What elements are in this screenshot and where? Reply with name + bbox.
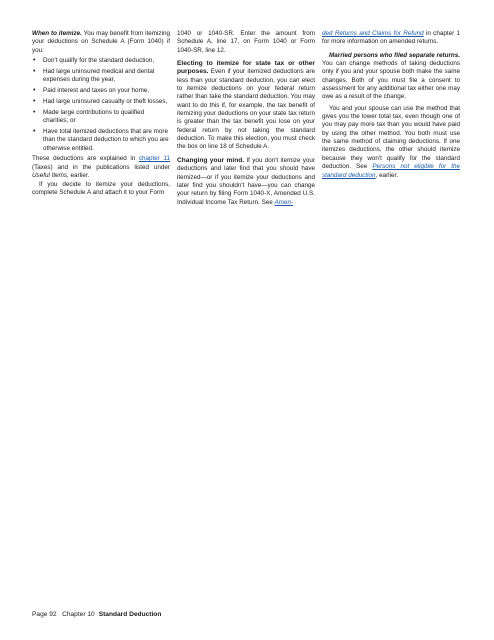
- column-3: [322, 30, 460, 180]
- itemize-conditions-list: [32, 57, 170, 153]
- list-item: [32, 109, 170, 126]
- text-segment: Even if your itemized deductions are less than your standard deduction, you can elect to itemize deductions on your federal return rather than take the standard deduction. You may want to do this if, for example, the tax benefit of itemizing your deductions on your state tax return is greater than the tax benefit you lose on your federal return by not taking the standard deduction. To make this election, you must check the box on line 18 of Schedule A.: [177, 68, 315, 151]
- list-item: [32, 57, 170, 65]
- list-item-text: Had large uninsured casualty or theft losses,: [43, 97, 168, 105]
- text-segment: (Taxes) and in the publications listed under: [32, 163, 170, 171]
- text-segment: These deductions are explained in: [32, 155, 139, 163]
- bullet-icon: •: [33, 67, 36, 75]
- column-2: [177, 30, 315, 207]
- bullet-icon: •: [33, 57, 36, 65]
- useful-items-italic: Useful Items: [32, 172, 67, 180]
- page-footer: [32, 610, 161, 619]
- list-item-text: Have total itemized deductions that are more than the standard deduction to which you are otherwise entitled.: [43, 127, 169, 152]
- text-segment: , earlier.: [375, 171, 398, 179]
- paragraph-when-to-itemize: [32, 30, 170, 55]
- column-1: [32, 30, 170, 197]
- paragraph-deductions-explained: [32, 155, 170, 180]
- paragraph-enter-amount: 1040 or 1040-SR. Enter the amount from Schedule A, line 17, on Form 1040 or Form 1040-SR, line 12.: [177, 30, 315, 54]
- heading-electing-to-itemize: Electing to itemize for state tax or other purposes.: [177, 60, 315, 76]
- amended-returns-link-continued[interactable]: ded Returns and Claims for Refund: [322, 30, 424, 37]
- list-item: [32, 128, 170, 153]
- list-item: [32, 68, 170, 85]
- list-item-text: Made large contributions to qualified charities, or: [43, 108, 145, 125]
- bullet-icon: •: [33, 87, 36, 95]
- heading-married-persons: Married persons who filed separate returns.: [329, 51, 460, 59]
- paragraph-complete-schedule-a: If you decide to itemize your deductions, complete Schedule A and attach it to your Form: [32, 180, 170, 196]
- list-item-text: Paid interest and taxes on your home,: [43, 87, 150, 95]
- paragraph-married-persons: [322, 52, 460, 102]
- text-segment: If you don't itemize your deductions and later find that you should have itemized—or if you itemize your deductions and later find you shouldn't have—you can change your return by filing Form 1040-X, Amended U.S. Individual Income Tax Return. See: [177, 156, 315, 206]
- text-segment: , earlier.: [67, 172, 90, 180]
- amended-returns-link[interactable]: Amen-: [274, 198, 294, 206]
- list-item: [32, 98, 170, 106]
- bullet-icon: •: [33, 127, 36, 135]
- list-item: [32, 87, 170, 95]
- chapter-title: Standard Deduction: [98, 611, 162, 618]
- heading-when-to-itemize: When to itemize.: [32, 30, 82, 37]
- text-segment: in chapter 1 for more information on amended returns.: [322, 30, 461, 46]
- paragraph-electing-to-itemize: [177, 60, 315, 152]
- list-item-text: Don't qualify for the standard deduction,: [43, 57, 155, 65]
- text-segment: You can change methods of taking deductions only if you and your spouse both make the same changes. Both of you must file a consent to assessment for any additional tax either one may owe as a result of the change.: [322, 60, 460, 101]
- chapter-11-link[interactable]: chapter 11: [138, 155, 170, 163]
- paragraph-lower-total-tax: [322, 105, 460, 180]
- text-segment: You and your spouse can use the method that gives you the lower total tax, even though one of you may pay more tax than you would have paid by using the other method. You both must use the same method of claiming deductions. If one itemizes deductions, the other should itemize because they won't qualify for the standard deduction. See: [322, 104, 460, 171]
- paragraph-amended-returns-ref: [322, 30, 460, 47]
- persons-not-eligible-link[interactable]: Persons not eligible for the standard deduction: [322, 163, 460, 179]
- intro-text: You may benefit from itemizing your deductions on Schedule A (Form 1040) if you:: [32, 30, 170, 54]
- paragraph-changing-your-mind: [177, 157, 315, 207]
- chapter-number: Chapter 10: [62, 611, 95, 618]
- bullet-icon: •: [33, 97, 36, 105]
- heading-changing-your-mind: Changing your mind.: [177, 156, 245, 164]
- list-item-text: Had large uninsured medical and dental expenses during the year,: [43, 67, 155, 84]
- page-number: Page 92: [32, 611, 57, 618]
- bullet-icon: •: [33, 108, 36, 116]
